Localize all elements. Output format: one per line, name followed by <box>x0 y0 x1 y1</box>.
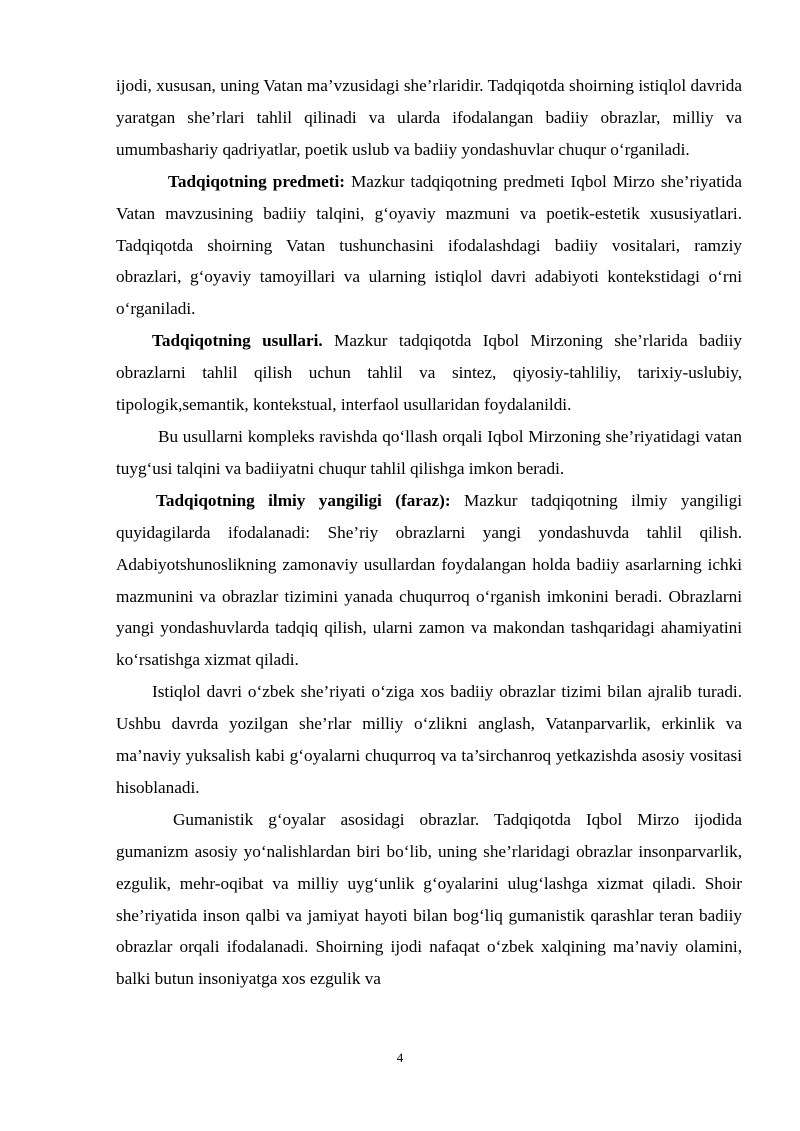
paragraph-heading: Tadqiqotning usullari. <box>152 331 323 351</box>
paragraph-heading: Tadqiqotning ilmiy yangiligi (faraz): <box>156 490 451 510</box>
paragraph-text: Bu usullarni kompleks ravishda qo‘llash orqali Iqbol Mirzoning she’riyatidagi vatan tuyg‘usi talqini va badiiyatni chuqur tahlil qilishga imkon beradi. <box>116 426 742 478</box>
body-text <box>116 70 742 995</box>
paragraph-humanistic-images <box>116 804 742 995</box>
paragraph-independence-poetry <box>116 676 742 804</box>
paragraph-text: Istiqlol davri o‘zbek she’riyati o‘ziga xos badiiy obrazlar tizimi bilan ajralib turadi. Ushbu davrda yozilgan she’rlar milliy o‘zlikni anglash, Vatanparvarlik, erkinlik va ma’naviy yuksalish kabi g‘oyalarni chuqurroq va ta’sirchanroq yetkazishda asosiy vositasi hisoblanadi. <box>116 682 742 797</box>
paragraph-research-methods <box>116 325 742 421</box>
paragraph-text: Mazkur tadqiqotda Iqbol Mirzoning she’rlarida badiiy obrazlarni tahlil qilish uchun tahlil va sintez, qiyosiy-tahliliy, tarixiy-uslubiy, tipologik,semantik, kontekstual, interfaol usullaridan foydalanildi. <box>116 331 742 415</box>
paragraph-text: Mazkur tadqiqotning ilmiy yangiligi quyidagilarda ifodalanadi: She’riy obrazlarni yangi yondashuvda tahlil qilish. Adabiyotshunoslikning zamonaviy usullardan foydalangan holda badiiy asarlarning ichki mazmunini va obrazlar tizimini yanada chuqurroq o‘rganish imkonini beradi. Obrazlarni yangi yondashuvlarda tadqiq qilish, ularni zamon va makondan tashqaridagi ahamiyatini ko‘rsatishga xizmat qiladi. <box>116 490 742 670</box>
paragraph-heading: Tadqiqotning predmeti: <box>168 171 345 191</box>
paragraph-text: Mazkur tadqiqotning predmeti Iqbol Mirzo she’riyatida Vatan mavzusining badiiy talqini, g‘oyaviy mazmuni va poetik-estetik xususiyatlari. Tadqiqotda shoirning Vatan tushunchasini ifodalashdagi badiiy vositalari, ramziy obrazlari, g‘oyaviy tamoyillari va ularning istiqlol davri adabiyoti kontekstidagi o‘rni o‘rganiladi. <box>116 171 742 319</box>
paragraph-object-continuation <box>116 70 742 166</box>
paragraph-methods-application <box>116 421 742 485</box>
paragraph-text: Gumanistik g‘oyalar asosidagi obrazlar. Tadqiqotda Iqbol Mirzo ijodida gumanizm asosiy yo‘nalishlardan biri bo‘lib, uning she’rlaridagi obrazlar insonparvarlik, ezgulik, mehr-oqibat va milliy uyg‘unlik g‘oyalarini ulug‘lashga xizmat qiladi. Shoir she’riyatida inson qalbi va jamiyat hayoti bilan bog‘liq gumanistik qarashlar teran badiiy obrazlar orqali ifodalanadi. Shoirning ijodi nafaqat o‘zbek xalqining ma’naviy olamini, balki butun insoniyatga xos ezgulik va <box>116 809 742 989</box>
page-number: 4 <box>396 1050 404 1065</box>
paragraph-text: ijodi, xususan, uning Vatan ma’vzusidagi she’rlaridir. Tadqiqotda shoirning istiqlol davrida yaratgan she’rlari tahlil qilinadi va ularda ifodalangan badiiy obrazlar, milliy va umumbashariy qadriyatlar, poetik uslub va badiiy yondashuvlar chuqur o‘rganiladi. <box>116 76 742 159</box>
paragraph-research-subject <box>116 166 742 326</box>
paragraph-scientific-novelty <box>116 485 742 676</box>
